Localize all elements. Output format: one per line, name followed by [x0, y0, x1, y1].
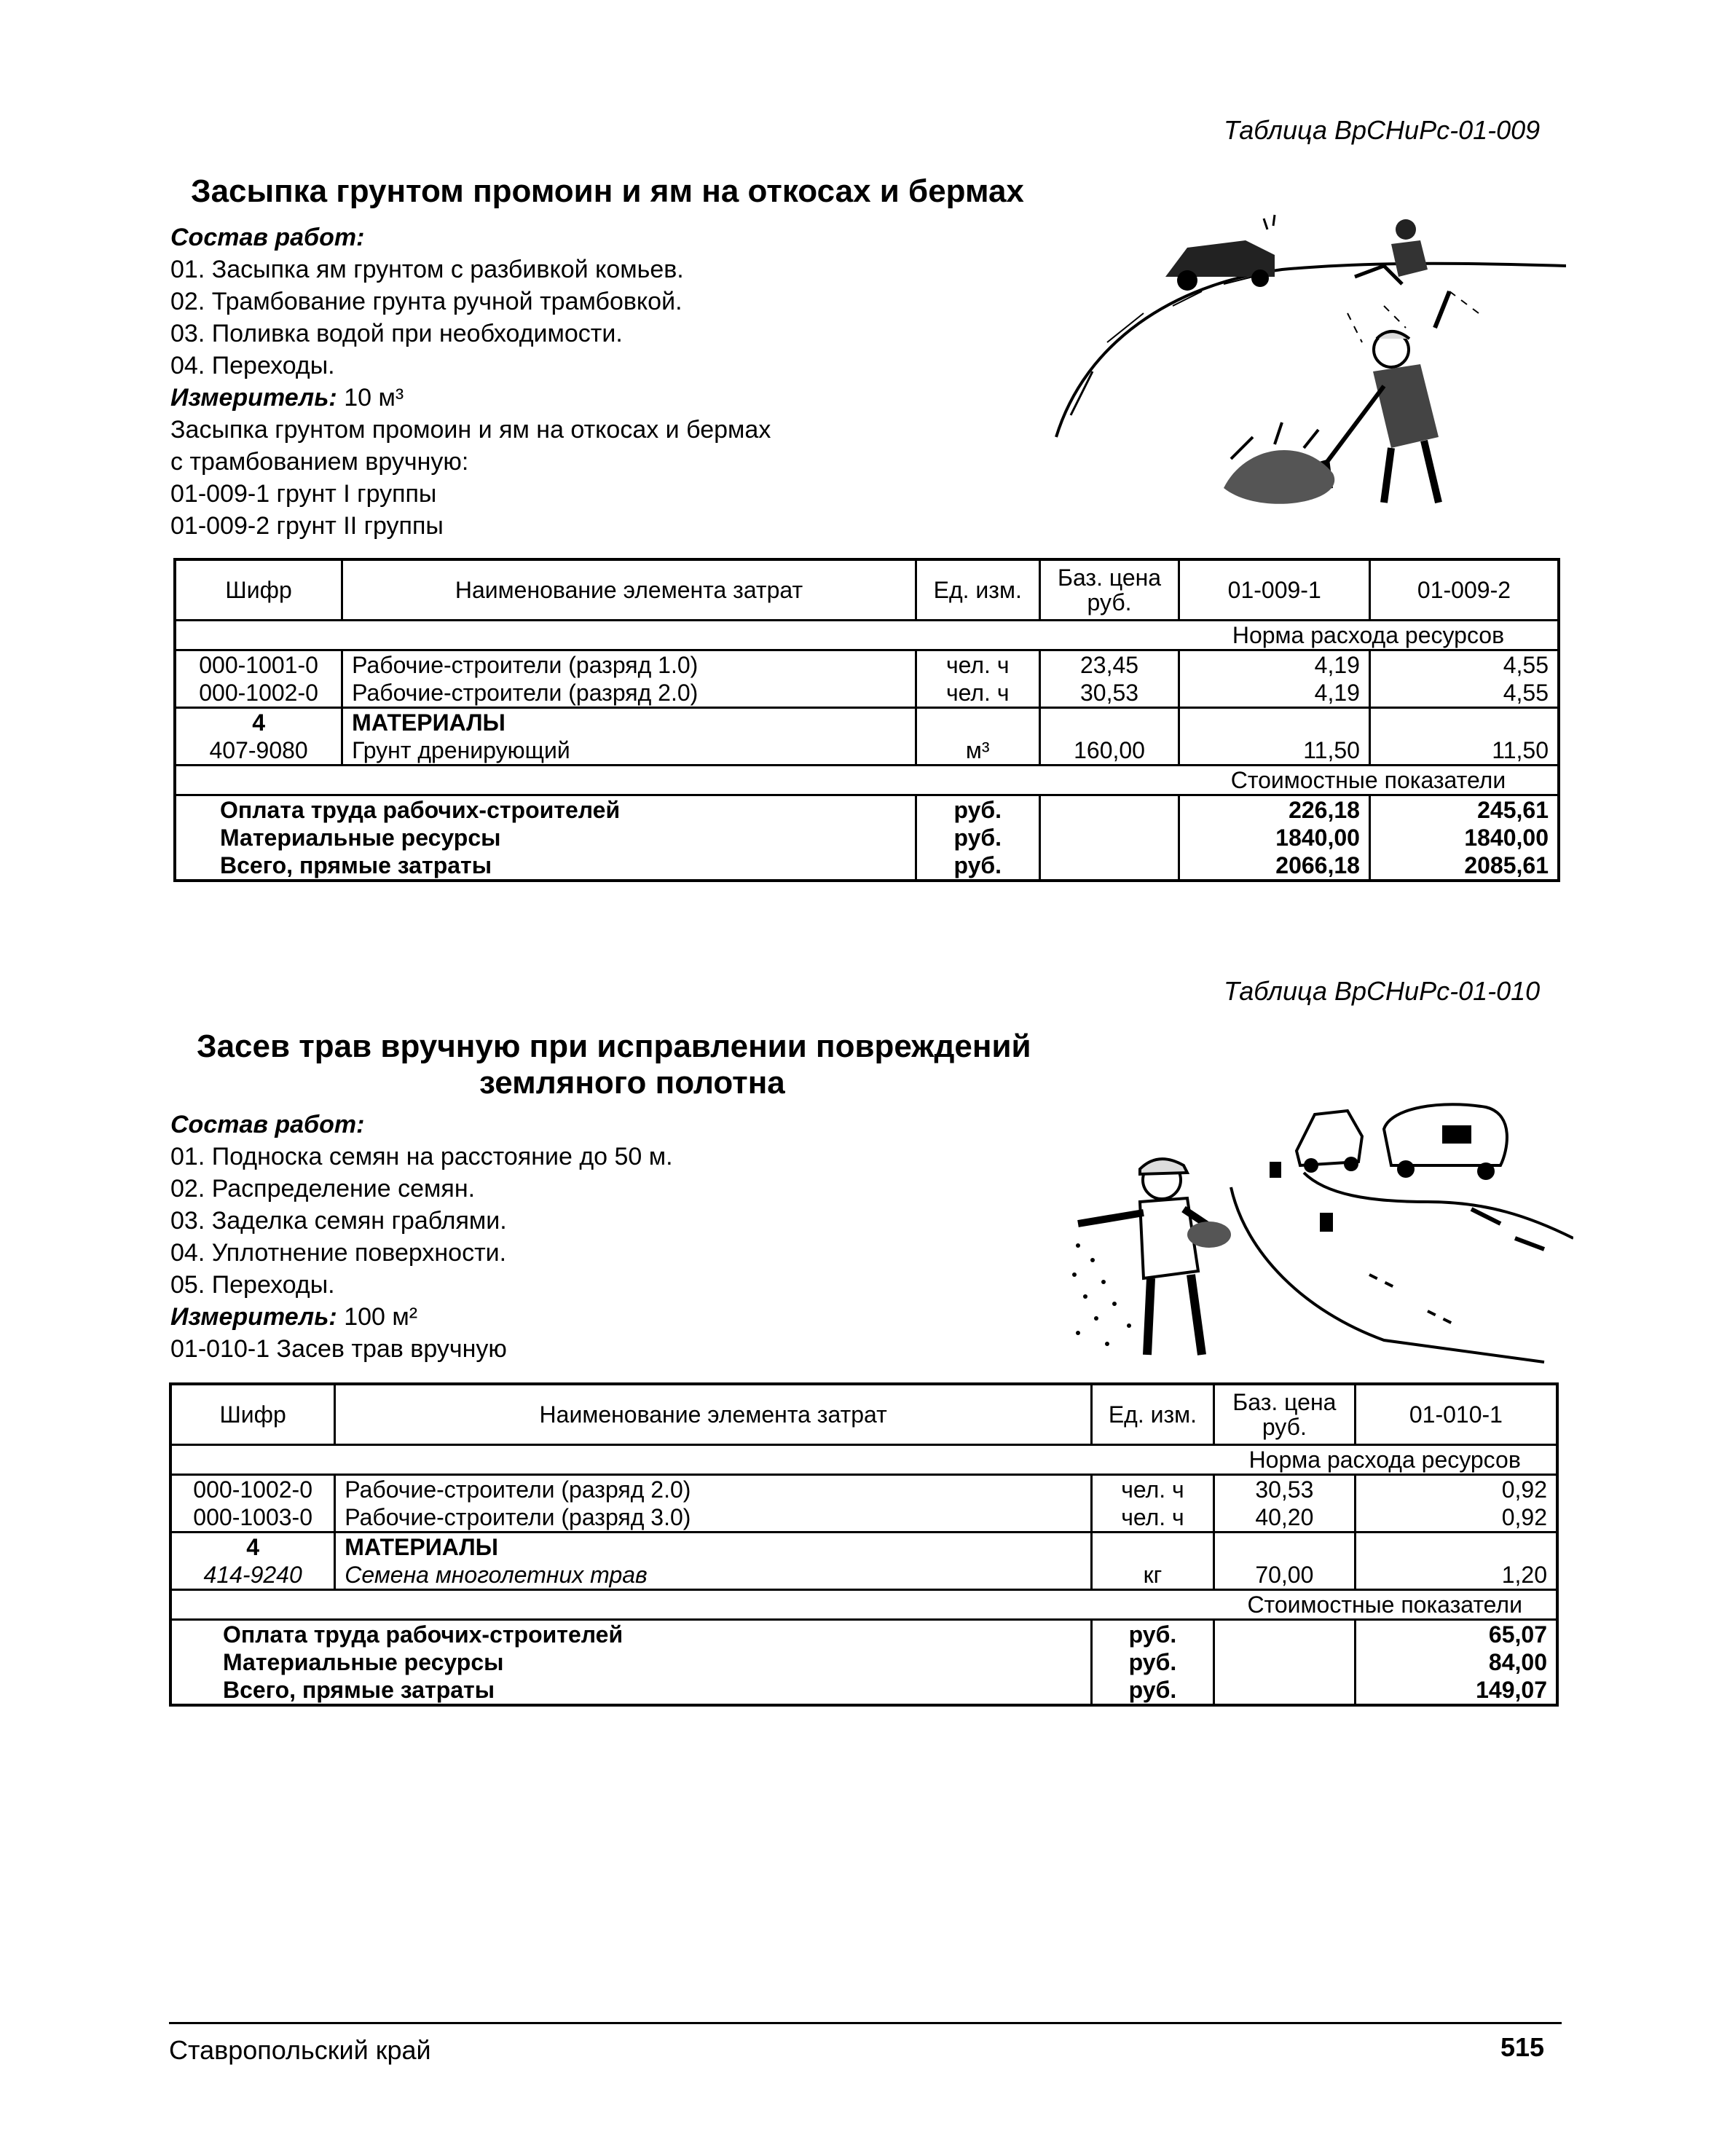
header-unit: Ед. изм. — [1092, 1384, 1214, 1445]
total-row — [175, 851, 1559, 881]
total-unit: руб. — [916, 795, 1039, 825]
row-value-1: 4,19 — [1179, 650, 1370, 680]
table-header-row — [170, 1384, 1557, 1445]
row-price: 23,45 — [1039, 650, 1179, 680]
header-price — [1039, 559, 1179, 621]
measure-label: Измеритель: — [170, 384, 337, 412]
total-value-1: 84,00 — [1355, 1648, 1557, 1676]
total-row — [170, 1676, 1557, 1705]
variant-line: 01-009-1 грунт I группы — [170, 480, 437, 508]
total-value-1: 1840,00 — [1179, 824, 1370, 851]
work-step: 05. Переходы. — [170, 1271, 335, 1299]
row-price: 160,00 — [1039, 736, 1179, 766]
total-name: Материальные ресурсы — [220, 825, 501, 851]
total-unit: руб. — [916, 851, 1039, 881]
row-price: 70,00 — [1213, 1561, 1355, 1590]
work-step: 02. Трамбование грунта ручной трамбовкой. — [170, 288, 682, 315]
header-name: Наименование элемента затрат — [342, 559, 916, 621]
cost-row — [170, 1590, 1557, 1620]
measure-value: 100 м² — [344, 1303, 418, 1331]
total-row — [175, 795, 1559, 825]
total-value-2: 245,61 — [1369, 795, 1559, 825]
measure-line — [170, 1301, 673, 1333]
row-code: 000-1001-0 — [175, 650, 342, 680]
total-name: Оплата труда рабочих-строителей — [170, 1620, 1092, 1649]
total-value-2: 1840,00 — [1369, 824, 1559, 851]
section-title-01-009: Засыпка грунтом промоин и ям на откосах и бермах — [191, 173, 1024, 209]
measure-label: Измеритель: — [170, 1303, 337, 1331]
materials-header-row — [175, 708, 1559, 737]
measure-value: 10 м³ — [344, 384, 404, 412]
header-price — [1213, 1384, 1355, 1445]
seeds-icon — [1072, 1243, 1131, 1346]
page-number: 515 — [1500, 2032, 1545, 2062]
row-value-2: 4,55 — [1369, 679, 1559, 708]
total-name: Всего, прямые затраты — [220, 852, 492, 878]
row-price: 30,53 — [1213, 1475, 1355, 1504]
work-step: 03. Поливка водой при необходимости. — [170, 320, 623, 347]
row-code: 000-1002-0 — [170, 1475, 335, 1504]
footer-rule — [169, 2022, 1562, 2024]
norm-label: Норма расхода ресурсов — [1248, 1447, 1521, 1473]
cost-label: Стоимостные показатели — [1213, 1590, 1557, 1620]
header-col1: 01-009-1 — [1179, 559, 1370, 621]
description-line: с трамбованием вручную: — [170, 448, 469, 476]
work-step: 04. Уплотнение поверхности. — [170, 1239, 507, 1267]
variant-line: 01-009-2 грунт II группы — [170, 512, 444, 540]
work-step: 01. Засыпка ям грунтом с разбивкой комьев. — [170, 256, 684, 283]
work-label: Состав работ: — [170, 1111, 365, 1138]
road-marker-icon — [1270, 1162, 1333, 1232]
work-step: 02. Распределение семян. — [170, 1175, 476, 1203]
workers-on-slope-illustration — [1042, 197, 1566, 532]
header-col2: 01-009-2 — [1369, 559, 1559, 621]
row-code: 407-9080 — [209, 737, 308, 763]
header-price-line2: руб. — [1262, 1414, 1307, 1440]
total-value-1: 2066,18 — [1179, 851, 1370, 881]
header-code: Шифр — [170, 1384, 335, 1445]
table-row — [175, 650, 1559, 680]
bus-icon — [1384, 1104, 1507, 1180]
header-price-line1: Баз. цена — [1057, 564, 1162, 591]
total-unit: руб. — [916, 824, 1039, 851]
total-unit: руб. — [1092, 1648, 1214, 1676]
row-value-1: 0,92 — [1355, 1475, 1557, 1504]
row-unit: чел. ч — [1092, 1475, 1214, 1504]
cost-table-01-009 — [173, 558, 1560, 882]
work-step: 03. Заделка семян граблями. — [170, 1207, 507, 1235]
worker-sowing-icon — [1078, 1159, 1231, 1355]
total-value-1: 65,07 — [1355, 1620, 1557, 1649]
total-unit: руб. — [1092, 1676, 1214, 1705]
table-header-row — [175, 559, 1559, 621]
norm-row — [170, 1445, 1557, 1475]
row-name: Рабочие-строители (разряд 1.0) — [342, 650, 916, 680]
row-value-1: 1,20 — [1355, 1561, 1557, 1590]
total-value-2: 2085,61 — [1369, 851, 1559, 881]
materials-label: МАТЕРИАЛЫ — [335, 1533, 1092, 1562]
work-step: 04. Переходы. — [170, 352, 335, 379]
total-row — [170, 1648, 1557, 1676]
row-name: Рабочие-строители (разряд 3.0) — [335, 1503, 1092, 1533]
footer-region: Ставропольский край — [169, 2035, 431, 2065]
cost-row — [175, 766, 1559, 795]
total-name: Материальные ресурсы — [223, 1649, 504, 1675]
header-col1: 01-010-1 — [1355, 1384, 1557, 1445]
total-name: Всего, прямые затраты — [223, 1677, 495, 1703]
cost-label: Стоимостные показатели — [1179, 766, 1559, 795]
norm-row — [175, 621, 1559, 650]
row-name: Семена многолетних трав — [335, 1561, 1092, 1590]
row-code: 000-1002-0 — [199, 680, 318, 706]
header-name: Наименование элемента затрат — [335, 1384, 1092, 1445]
header-price-line1: Баз. цена — [1232, 1389, 1337, 1415]
row-name: Рабочие-строители (разряд 2.0) — [335, 1475, 1092, 1504]
materials-code: 4 — [170, 1533, 335, 1562]
norm-label: Норма расхода ресурсов — [1179, 621, 1559, 650]
materials-label: МАТЕРИАЛЫ — [342, 708, 916, 737]
row-name: Рабочие-строители (разряд 2.0) — [342, 679, 916, 708]
total-value-1: 226,18 — [1179, 795, 1370, 825]
row-unit: чел. ч — [916, 679, 1039, 708]
materials-header-row — [170, 1533, 1557, 1562]
work-composition-01-010 — [170, 1109, 673, 1365]
header-code: Шифр — [175, 559, 342, 621]
header-unit: Ед. изм. — [916, 559, 1039, 621]
total-name: Оплата труда рабочих-строителей — [175, 795, 916, 825]
row-price: 30,53 — [1039, 679, 1179, 708]
table-row — [170, 1503, 1557, 1533]
row-code: 414-9240 — [203, 1562, 302, 1588]
description-line: Засыпка грунтом промоин и ям на откосах и бермах — [170, 416, 771, 444]
table-row — [170, 1475, 1557, 1504]
row-value-2: 4,55 — [1369, 650, 1559, 680]
row-value-1: 0,92 — [1355, 1503, 1557, 1533]
worker-top-icon — [1355, 219, 1428, 284]
table-row — [175, 679, 1559, 708]
work-label: Состав работ: — [170, 224, 365, 251]
row-value-1: 4,19 — [1179, 679, 1370, 708]
row-value-1: 11,50 — [1179, 736, 1370, 766]
sowing-worker-illustration — [1063, 1093, 1573, 1369]
soil-pile-icon — [1224, 422, 1334, 504]
car-icon — [1297, 1111, 1362, 1173]
work-step: 01. Подноска семян на расстояние до 50 м. — [170, 1143, 673, 1171]
materials-code: 4 — [175, 708, 342, 737]
section-title-01-010-line2: земляного полотна — [479, 1065, 785, 1101]
table-caption-01-010: Таблица ВрСНиРс-01-010 — [1224, 976, 1541, 1006]
total-value-1: 149,07 — [1355, 1676, 1557, 1705]
table-row — [175, 736, 1559, 766]
table-row — [170, 1561, 1557, 1590]
row-name: Грунт дренирующий — [342, 736, 916, 766]
header-price-line2: руб. — [1087, 589, 1132, 615]
row-unit: кг — [1092, 1561, 1214, 1590]
section-title-01-010-line1: Засев трав вручную при исправлении повреждений — [197, 1028, 1031, 1064]
table-caption-01-009: Таблица ВрСНиРс-01-009 — [1224, 115, 1541, 145]
row-unit: чел. ч — [1092, 1503, 1214, 1533]
variant-line: 01-010-1 Засев трав вручную — [170, 1335, 507, 1363]
work-composition-01-009 — [170, 221, 771, 542]
row-unit: чел. ч — [916, 650, 1039, 680]
row-unit: м³ — [916, 736, 1039, 766]
total-row — [175, 824, 1559, 851]
row-price: 40,20 — [1213, 1503, 1355, 1533]
tractor-icon — [1165, 215, 1275, 291]
measure-line — [170, 382, 771, 414]
total-unit: руб. — [1092, 1620, 1214, 1649]
total-row — [170, 1620, 1557, 1649]
cost-table-01-010 — [169, 1382, 1559, 1707]
row-value-2: 11,50 — [1369, 736, 1559, 766]
row-code: 000-1003-0 — [193, 1504, 312, 1530]
